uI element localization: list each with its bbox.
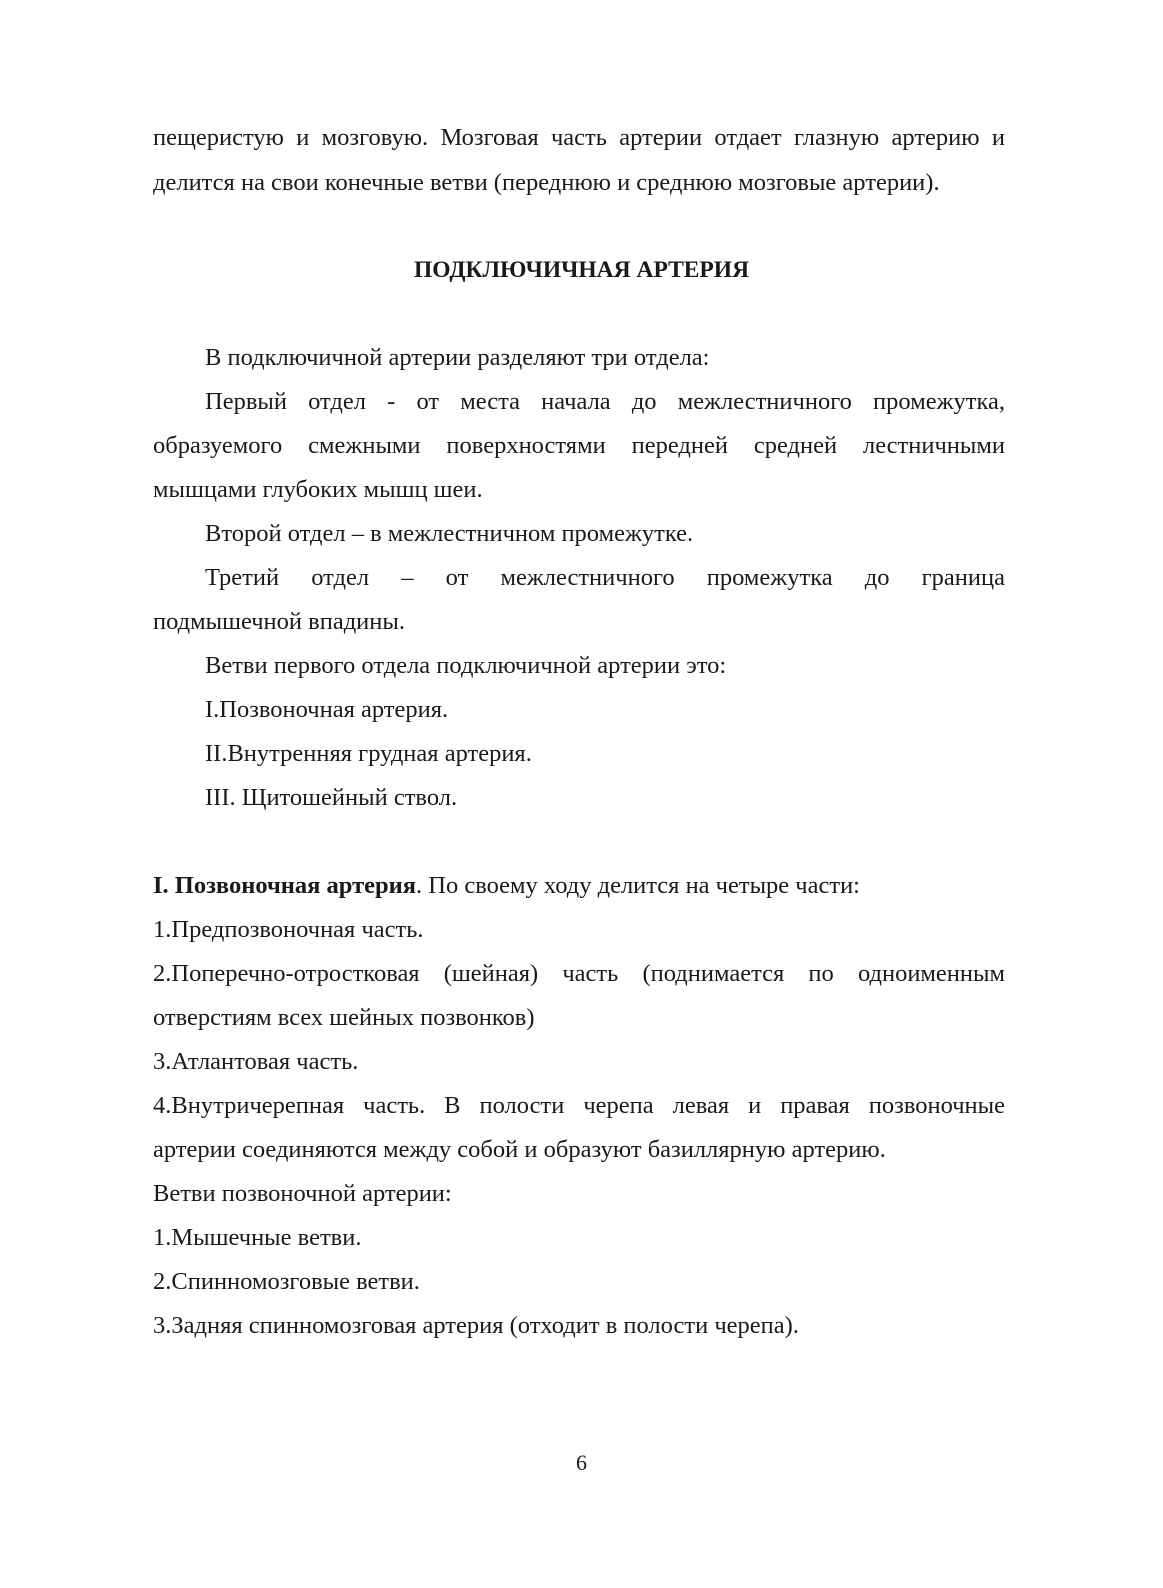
vertebral-branch-item: 1.Мышечные ветви. — [153, 1224, 362, 1251]
vertebral-title-rest: . По своему ходу делится на четыре части: — [416, 872, 860, 899]
second-section: Второй отдел – в межлестничном промежутке. — [205, 520, 694, 547]
vertebral-part-1: 1.Предпозвоночная часть. — [153, 916, 424, 943]
intro-line-1: пещеристую и мозговую. Мозговая часть артерии отдает глазную артерию и — [153, 124, 1005, 151]
vertebral-part-3: 3.Атлантовая часть. — [153, 1048, 359, 1075]
branch-item: II.Внутренняя грудная артерия. — [205, 740, 532, 767]
third-section-line-1: Третий отдел – от межлестничного промежутка до граница — [205, 564, 1005, 591]
first-section-line-1: Первый отдел - от места начала до межлестничного промежутка, — [205, 388, 1005, 415]
section-heading: ПОДКЛЮЧИЧНАЯ АРТЕРИЯ — [413, 257, 750, 283]
vertebral-part-2-line-2: отверстиям всех шейных позвонков) — [153, 1004, 535, 1031]
sections-intro: В подключичной артерии разделяют три отдела: — [205, 344, 710, 371]
vertebral-part-4-line-1: 4.Внутричерепная часть. В полости черепа левая и правая позвоночные — [153, 1092, 1005, 1119]
first-section-line-2: образуемого смежными поверхностями передней средней лестничными — [153, 432, 1005, 459]
third-section-line-2: подмышечной впадины. — [153, 608, 405, 635]
first-section-line-3: мышцами глубоких мышц шеи. — [153, 476, 483, 503]
vertebral-branches-intro: Ветви позвоночной артерии: — [153, 1180, 452, 1207]
page-number: 6 — [576, 1450, 587, 1475]
vertebral-branch-item: 2.Спинномозговые ветви. — [153, 1268, 420, 1295]
branch-item: I.Позвоночная артерия. — [205, 696, 449, 723]
vertebral-part-2-line-1: 2.Поперечно-отростковая (шейная) часть (поднимается по одноименным — [153, 960, 1005, 987]
first-section-branches-intro: Ветви первого отдела подключичной артерии это: — [205, 652, 727, 679]
vertebral-part-4-line-2: артерии соединяются между собой и образуют базиллярную артерию. — [153, 1136, 886, 1163]
vertebral-branch-item: 3.Задняя спинномозговая артерия (отходит в полости черепа). — [153, 1312, 799, 1339]
intro-line-2: делится на свои конечные ветви (переднюю и среднюю мозговые артерии). — [153, 169, 940, 196]
vertebral-title-bold: I. Позвоночная артерия — [153, 872, 417, 899]
branch-item: III. Щитошейный ствол. — [205, 784, 458, 811]
vertebral-title-line — [153, 870, 1005, 902]
